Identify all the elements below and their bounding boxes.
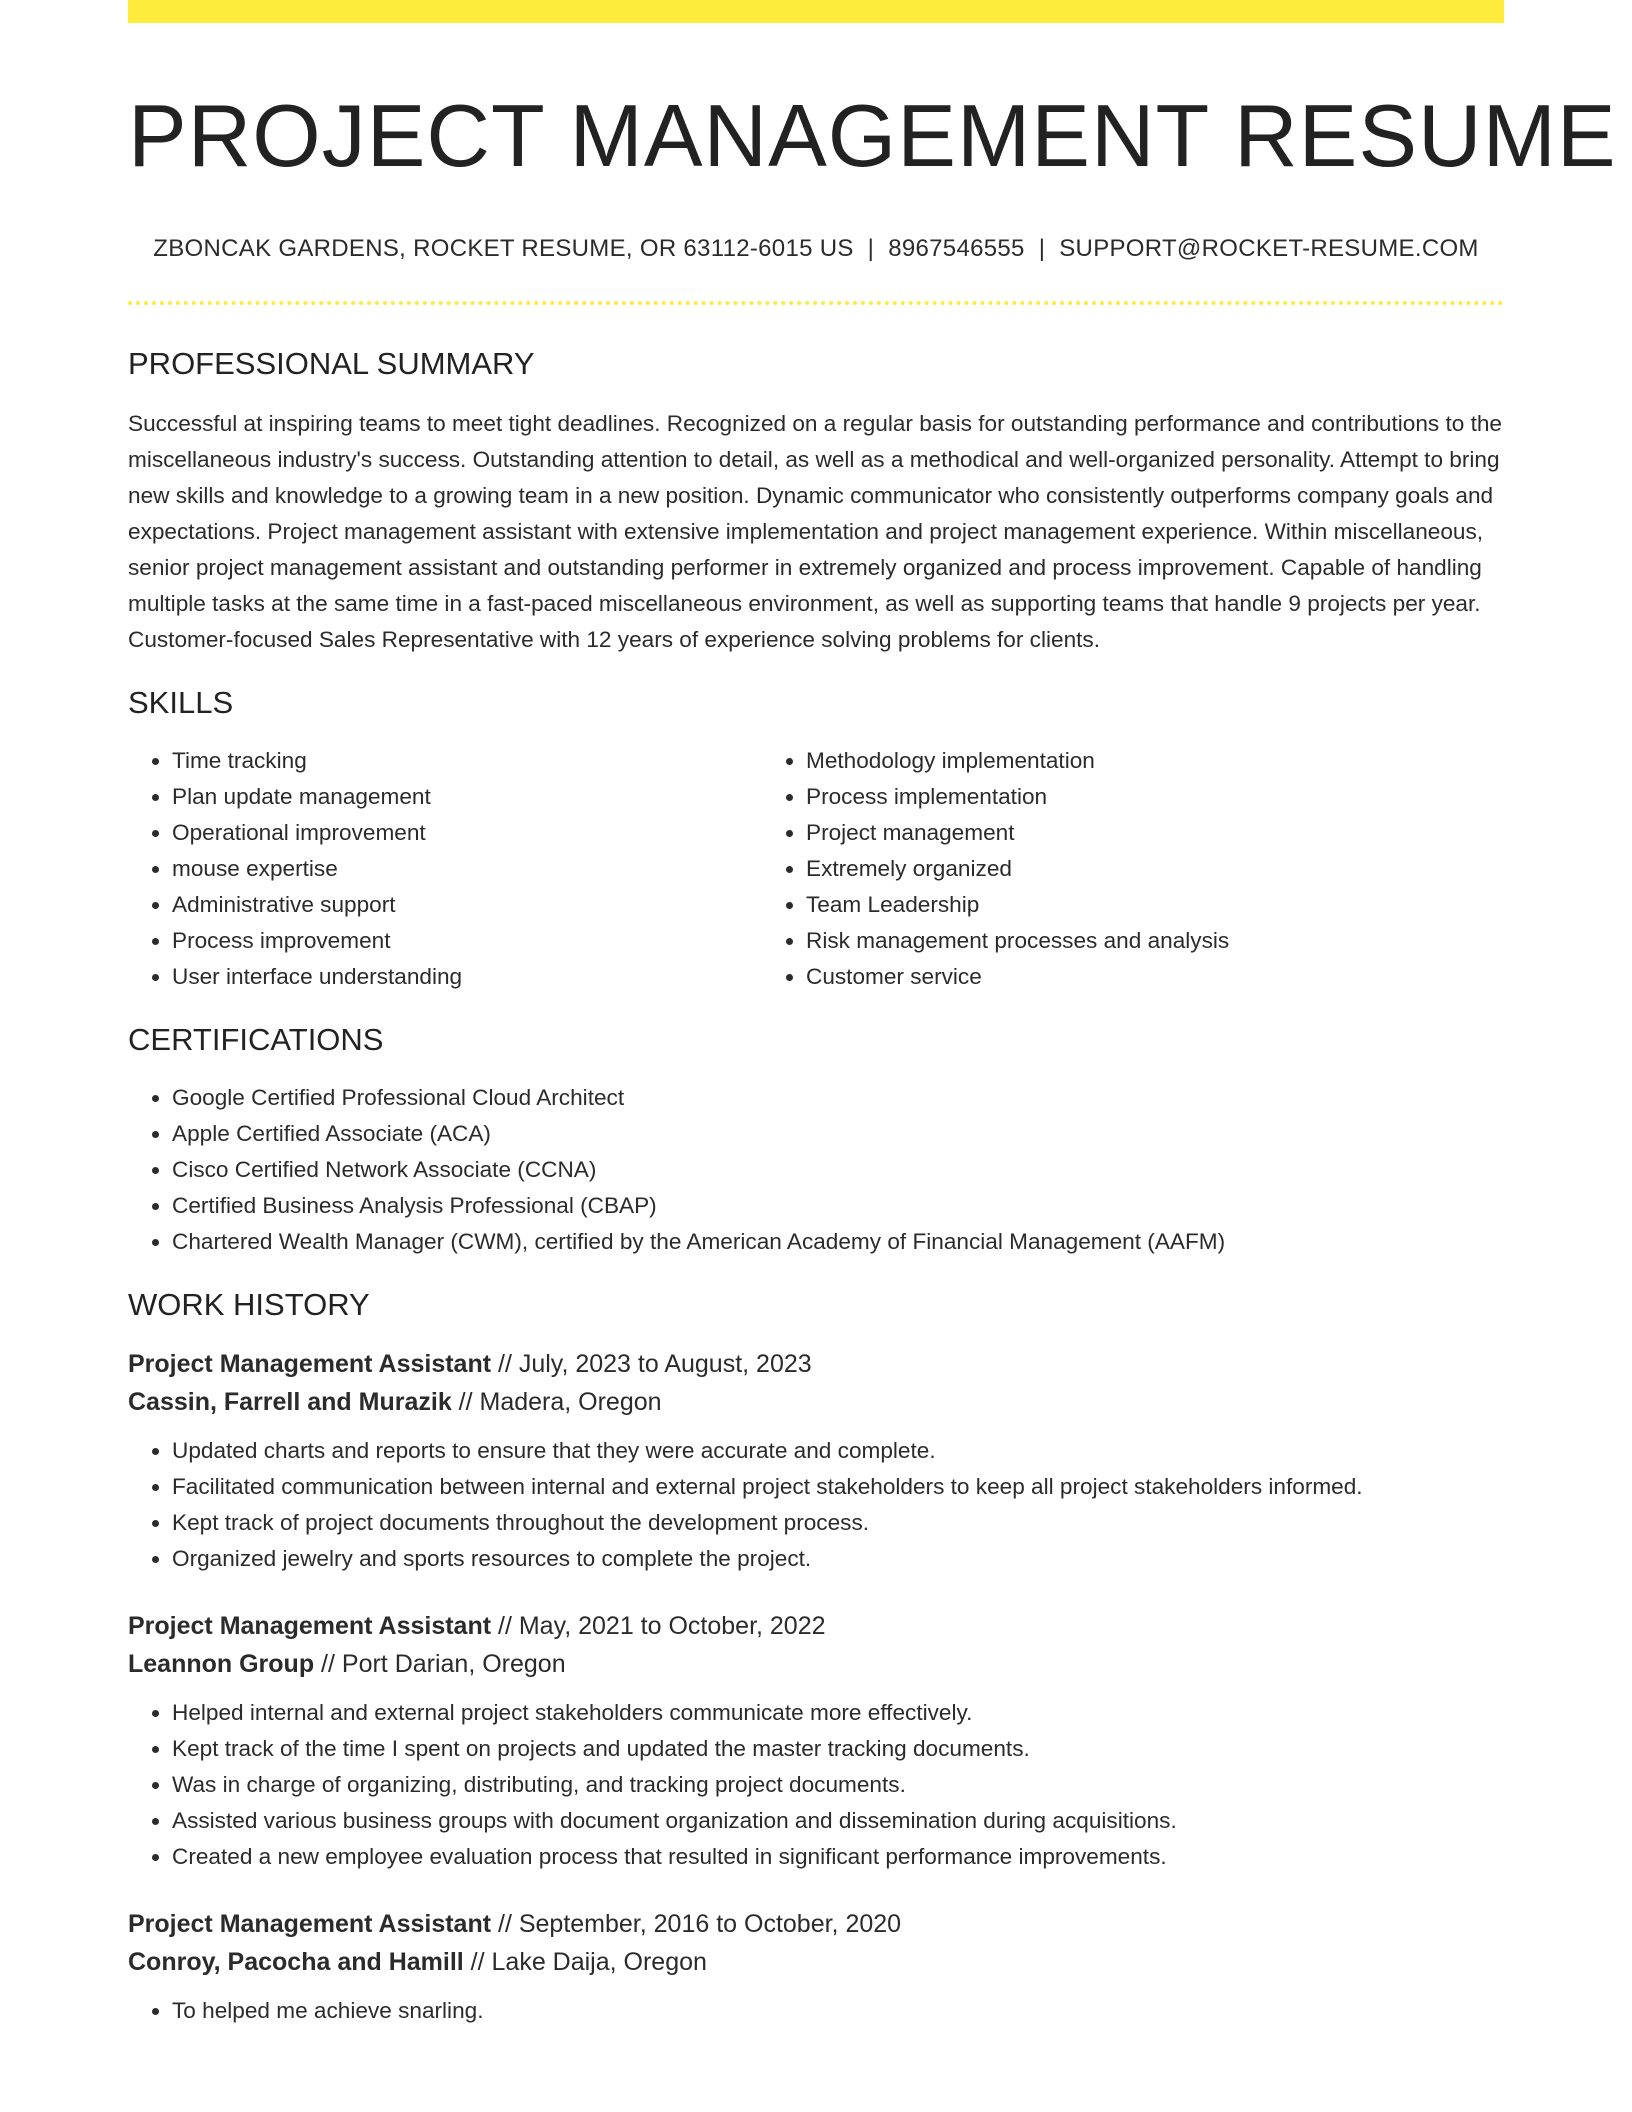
job-title-line: [128, 1905, 1504, 1943]
job-bullet: • Created a new employee evaluation process that resulted in significant performance improvements.: [172, 1839, 1504, 1875]
job-bullet: • Facilitated communication between internal and external project stakeholders to keep all project stakeholders informed.: [172, 1469, 1504, 1505]
skill-item: • Methodology implementation: [806, 743, 1396, 779]
job-bullets: [128, 1993, 1504, 2029]
skill-item: • Process improvement: [172, 923, 762, 959]
contact-phone: 8967546555: [888, 234, 1025, 262]
skill-item: • Administrative support: [172, 887, 762, 923]
summary-heading: PROFESSIONAL SUMMARY: [128, 345, 535, 381]
resume-page: [128, 0, 1617, 2029]
skill-item: • Risk management processes and analysis: [806, 923, 1396, 959]
job-bullet: • Updated charts and reports to ensure that they were accurate and complete.: [172, 1433, 1504, 1469]
resume-title: PROJECT MANAGEMENT RESUME: [128, 86, 1617, 185]
summary-text: Successful at inspiring teams to meet tight deadlines. Recognized on a regular basis for outstanding performance and contributions to the miscellaneous industry's success. Outstanding attention to detail, as well as a methodical and well-organized personality. Attempt to bring new skills and knowledge to a growing team in a new position. Dynamic communicator who consistently outperforms company goals and expectations. Project management assistant with extensive implementation and project management experience. Within miscellaneous, senior project management assistant and outstanding performer in extremely organized and process improvement. Capable of handling multiple tasks at the same time in a fast-paced miscellaneous environment, as well as supporting teams that handle 9 projects per year. Customer-focused Sales Representative with 12 years of experience solving problems for clients.: [128, 410, 1502, 652]
certifications-heading: CERTIFICATIONS: [128, 1021, 384, 1057]
contact-email: SUPPORT@ROCKET-RESUME.COM: [1059, 234, 1479, 262]
skill-item: • Project management: [806, 815, 1396, 851]
job-bullet: • To helped me achieve snarling.: [172, 1993, 1504, 2029]
job-bullet: • Kept track of the time I spent on projects and updated the master tracking documents.: [172, 1731, 1504, 1767]
job-company-line: [128, 1645, 1504, 1683]
skill-item: • Team Leadership: [806, 887, 1396, 923]
job-entry: [128, 1607, 1504, 1875]
skills-list-right: [762, 743, 1396, 995]
certifications-list: [128, 1080, 1504, 1260]
skill-item: • Operational improvement: [172, 815, 762, 851]
dotted-divider: [128, 301, 1504, 305]
skill-item: • User interface understanding: [172, 959, 762, 995]
job-bullets: [128, 1433, 1504, 1577]
work-history-heading: WORK HISTORY: [128, 1287, 370, 1323]
skills-heading: SKILLS: [128, 684, 234, 720]
certification-item: • Chartered Wealth Manager (CWM), certified by the American Academy of Financial Management (AAFM): [172, 1224, 1504, 1260]
job-company-line: [128, 1383, 1504, 1421]
contact-address: ZBONCAK GARDENS, ROCKET RESUME, OR 63112-6015 US: [153, 234, 854, 262]
job-company: Cassin, Farrell and Murazik: [128, 1388, 452, 1417]
skill-item: • mouse expertise: [172, 851, 762, 887]
contact-separator: |: [1038, 234, 1046, 262]
skill-item: • Extremely organized: [806, 851, 1396, 887]
skills-list-left: [128, 743, 762, 995]
certification-item: • Cisco Certified Network Associate (CCNA): [172, 1152, 1504, 1188]
job-title: Project Management Assistant: [128, 1350, 492, 1379]
job-bullet: • Assisted various business groups with document organization and dissemination during acquisitions.: [172, 1803, 1504, 1839]
job-dates: // May, 2021 to October, 2022: [491, 1612, 826, 1641]
job-company-line: [128, 1943, 1504, 1981]
contact-separator: |: [867, 234, 875, 262]
job-bullet: • Helped internal and external project stakeholders communicate more effectively.: [172, 1695, 1504, 1731]
skill-item: • Time tracking: [172, 743, 762, 779]
job-title-line: [128, 1607, 1504, 1645]
certification-item: • Apple Certified Associate (ACA): [172, 1116, 1504, 1152]
job-company: Conroy, Pacocha and Hamill: [128, 1948, 464, 1977]
certification-item: • Certified Business Analysis Professional (CBAP): [172, 1188, 1504, 1224]
job-bullet: • Organized jewelry and sports resources to complete the project.: [172, 1541, 1504, 1577]
job-entry: [128, 1345, 1504, 1577]
job-location: // Madera, Oregon: [451, 1388, 662, 1417]
job-company: Leannon Group: [128, 1650, 315, 1679]
job-location: // Port Darian, Oregon: [314, 1650, 566, 1679]
skill-item: • Plan update management: [172, 779, 762, 815]
job-entry: [128, 1905, 1504, 2029]
job-title: Project Management Assistant: [128, 1612, 492, 1641]
job-bullet: • Was in charge of organizing, distributing, and tracking project documents.: [172, 1767, 1504, 1803]
job-title-line: [128, 1345, 1504, 1383]
certification-item: • Google Certified Professional Cloud Architect: [172, 1080, 1504, 1116]
job-bullet: • Kept track of project documents throughout the development process.: [172, 1505, 1504, 1541]
skill-item: • Customer service: [806, 959, 1396, 995]
top-accent-bar: [128, 0, 1504, 23]
job-dates: // July, 2023 to August, 2023: [491, 1350, 812, 1379]
job-bullets: [128, 1695, 1504, 1875]
skill-item: • Process implementation: [806, 779, 1396, 815]
contact-line: [128, 235, 1504, 263]
job-location: // Lake Daija, Oregon: [463, 1948, 707, 1977]
job-dates: // September, 2016 to October, 2020: [491, 1910, 902, 1939]
job-title: Project Management Assistant: [128, 1910, 492, 1939]
skills-grid: [128, 743, 1504, 995]
